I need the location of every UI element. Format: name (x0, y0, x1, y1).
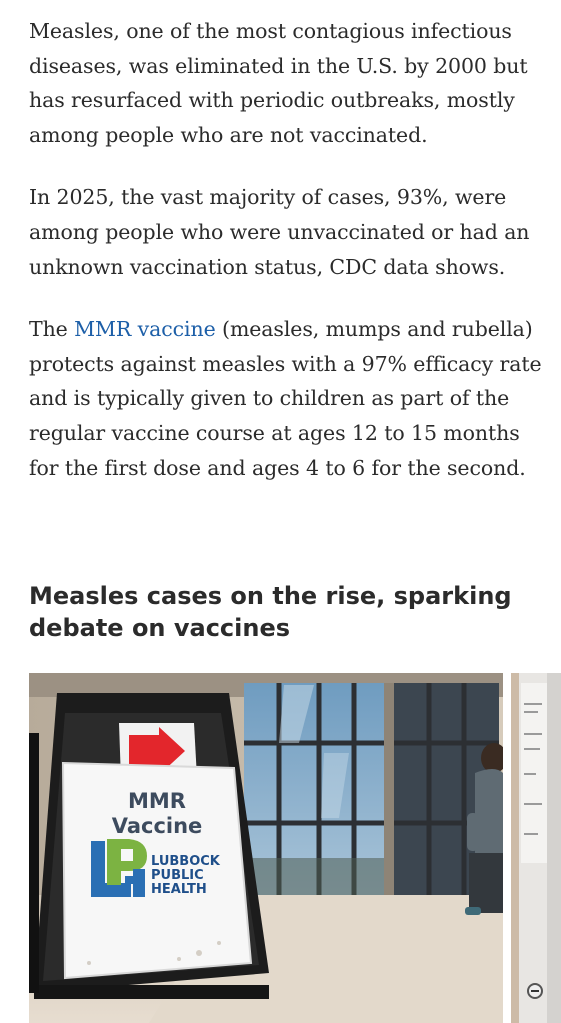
logo-text-public: PUBLIC (151, 868, 204, 883)
section-heading: Measles cases on the rise, sparking debate on vaccines (29, 582, 512, 642)
paragraph-text: Measles, one of the most contagious infectious diseases, was eliminated in the U.S. by 2000 but has resurfaced with periodic outbreaks, mostly among people who are not vaccinated. (29, 19, 528, 147)
article-paragraph (29, 14, 549, 152)
article-paragraph (29, 180, 549, 284)
lubbock-public-health-logo (91, 839, 147, 897)
logo-text-health: HEALTH (151, 882, 207, 897)
logo-text-lubbock: LUBBOCK (151, 854, 220, 869)
paragraph-text: In 2025, the vast majority of cases, 93%, were among people who were unvaccinated or had an unknown vaccination status, CDC data shows. (29, 185, 530, 279)
sign-text-vaccine: Vaccine (111, 814, 203, 838)
article-paragraph (29, 312, 549, 485)
paragraph-text: (measles, mumps and rubella) protects against measles with a 97% efficacy rate and is typically given to children as part of the regular vaccine course at ages 12 to 15 months for the first dose and ages 4 to 6 for the second. (29, 317, 542, 480)
photo-gallery[interactable] (29, 673, 561, 1023)
paragraph-text: The (29, 317, 75, 342)
gallery-photo-next[interactable] (511, 673, 561, 1023)
gallery-photo-vaccine-sign[interactable] (29, 673, 503, 1023)
mmr-vaccine-link[interactable]: MMR vaccine (74, 317, 216, 342)
article-body (29, 14, 549, 513)
sign-text-mmr: MMR (128, 789, 186, 813)
